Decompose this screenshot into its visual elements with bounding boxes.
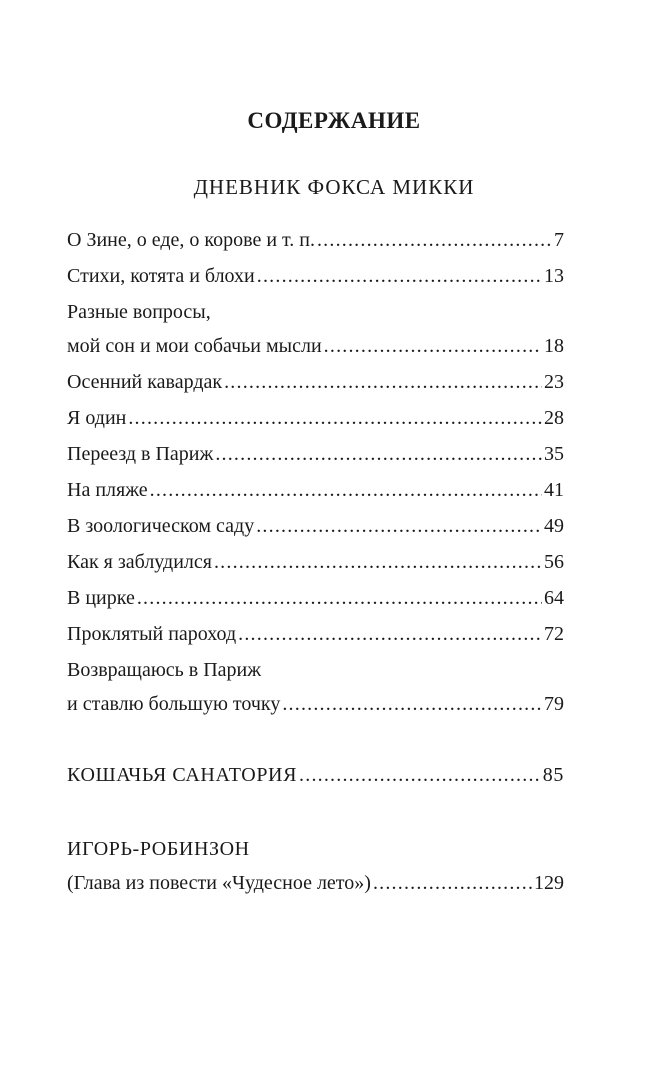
page-number: 7 [554,229,564,251]
toc-entry [67,223,564,257]
dot-leader [238,617,542,651]
toc-line [67,687,564,721]
toc-line [67,545,564,579]
toc-entry [67,758,564,792]
entry-title: В зоологическом саду [67,515,255,537]
entry-title: Как я заблудился [67,551,212,573]
dot-leader [256,509,542,543]
page-number: 64 [544,587,564,609]
toc-entry [67,473,564,507]
entry-title: В цирке [67,587,135,609]
toc-line [67,437,564,471]
section-heading: ДНЕВНИК ФОКСА МИККИ [193,175,475,199]
toc-line [67,401,564,435]
entry-title: Переезд в Париж [67,443,214,465]
page-number: 49 [544,515,564,537]
dot-leader [150,473,542,507]
toc-line [67,617,564,651]
toc-line [67,866,564,900]
toc-entry [67,259,564,293]
toc-entry [67,832,564,900]
entry-title: КОШАЧЬЯ САНАТОРИЯ [67,764,298,786]
entry-title: и ставлю большую точку [67,693,281,715]
toc-line [67,259,564,293]
entry-title: Осенний кавардак [67,371,223,393]
entry-title: Разные вопросы, [67,301,211,323]
page-number: 72 [544,623,564,645]
dot-leader [299,758,541,792]
table-of-contents [67,223,564,902]
entry-title: ИГОРЬ-РОБИНЗОН [67,838,250,860]
page-title: СОДЕРЖАНИЕ [247,108,421,133]
toc-line [67,329,564,363]
toc-entry [67,545,564,579]
toc-entry [67,617,564,651]
page-number: 35 [544,443,564,465]
entry-title: На пляже [67,479,148,501]
toc-line [67,509,564,543]
toc-entry [67,295,564,363]
toc-line [67,581,564,615]
toc-line [67,653,564,687]
dot-leader [137,581,542,615]
page-number: 85 [542,764,564,786]
page-number: 41 [544,479,564,501]
toc-entry [67,365,564,399]
page-number: 23 [544,371,564,393]
page-number: 56 [544,551,564,573]
toc-line [67,295,564,329]
page-number: 28 [544,407,564,429]
entry-title: Я один [67,407,127,429]
toc-line [67,223,564,257]
dot-leader [215,437,542,471]
dot-leader [373,866,532,900]
entry-title: мой сон и мои собачьи мысли [67,335,322,357]
dot-leader [282,687,542,721]
entry-title: Проклятый пароход [67,623,237,645]
entry-title: (Глава из повести «Чудесное лето») [67,872,371,894]
dot-leader [257,259,542,293]
dot-leader [224,365,542,399]
page-number: 129 [534,872,564,894]
toc-line [67,832,564,866]
toc-entry [67,509,564,543]
toc-entry [67,437,564,471]
page-number: 18 [544,335,564,357]
toc-entry [67,653,564,721]
dot-leader [324,329,542,363]
toc-entry [67,581,564,615]
toc-line [67,365,564,399]
toc-entry [67,401,564,435]
page-number: 79 [544,693,564,715]
dot-leader [128,401,542,435]
dot-leader [214,545,542,579]
toc-line [67,758,564,792]
entry-title: О Зине, о еде, о корове и т. п. [67,229,315,251]
dot-leader [317,223,552,257]
entry-title: Возвращаюсь в Париж [67,659,262,681]
toc-line [67,473,564,507]
page-number: 13 [544,265,564,287]
entry-title: Стихи, котята и блохи [67,265,255,287]
